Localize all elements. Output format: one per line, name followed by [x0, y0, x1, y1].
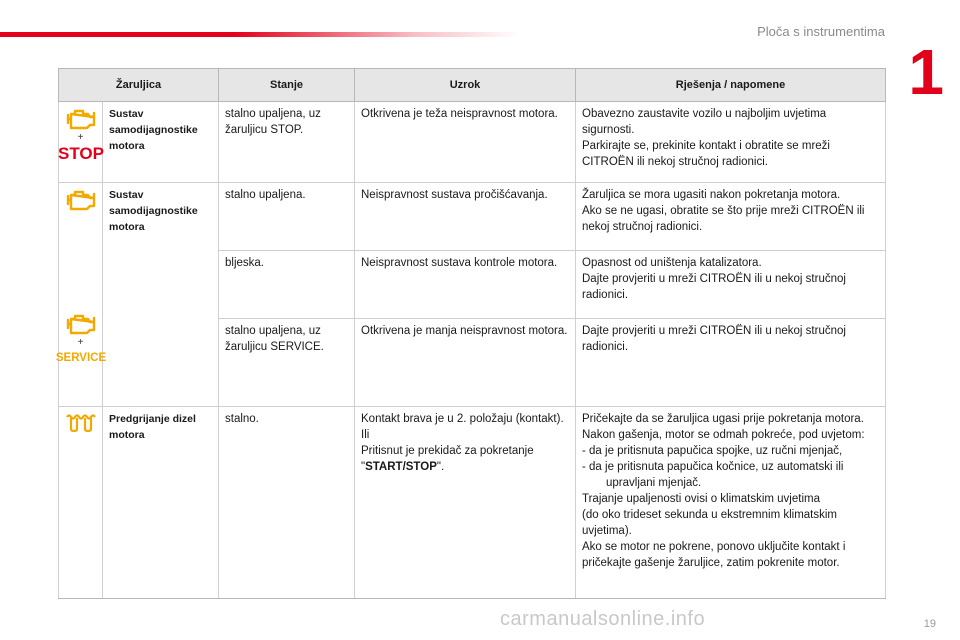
- cause-line: Ili: [361, 429, 370, 441]
- solution-line: Ako se motor ne pokrene, ponovo uključite kontakt i pričekajte gašenje žaruljice, zatim pokrenite motor.: [582, 541, 846, 569]
- solution-cell: Obavezno zaustavite vozilo u najboljim uvjetima sigurnosti. Parkirajte se, prekinite kontakt i obratite se mreži CITROËN ili nekoj stručnoj radionici.: [576, 102, 886, 183]
- plus-sign: +: [77, 337, 84, 348]
- state-cell: bljeska.: [219, 251, 355, 319]
- lamp-name-cell: [103, 183, 219, 407]
- solution-line: Trajanje upaljenosti ovisi o klimatskim uvjetima: [582, 493, 820, 505]
- cause-cell: Neispravnost sustava pročišćavanja.: [355, 183, 576, 251]
- solution-cell: [576, 407, 886, 599]
- table-row: [59, 407, 886, 599]
- table-row: [59, 183, 886, 251]
- page-number: 19: [923, 618, 936, 630]
- glow-plug-icon: [63, 411, 99, 433]
- quote-close: ".: [436, 461, 445, 473]
- header-accent-bar: [0, 32, 520, 37]
- plus-sign: +: [77, 132, 84, 143]
- lamp-name: Predgrijanje dizel motora: [109, 413, 196, 441]
- icon-cell: [55, 183, 106, 407]
- service-badge: SERVICE: [55, 352, 106, 364]
- cause-cell: Otkrivena je teža neispravnost motora.: [355, 102, 576, 183]
- solution-cell: Dajte provjeriti u mreži CITROËN ili u nekoj stručnoj radionici.: [576, 319, 886, 407]
- quote-open: ": [361, 461, 366, 473]
- lamp-name-cell: [103, 102, 219, 183]
- chapter-number: 1: [908, 36, 944, 108]
- cause-line: Pritisnut je prekidač za pokretanje: [361, 445, 534, 457]
- solution-line: Nakon gašenja, motor se odmah pokreće, pod uvjetom:: [582, 429, 865, 441]
- watermark: carmanualsonline.info: [500, 608, 706, 630]
- header-lamp: Žaruljica: [59, 69, 219, 102]
- solution-bullet: - da je pritisnuta papučica spojke, uz ručni mjenjač,: [582, 445, 843, 457]
- warning-lamp-table: [55, 68, 886, 599]
- icon-cell: [59, 407, 103, 599]
- engine-check-icon: [63, 311, 99, 337]
- section-title: Ploča s instrumentima: [757, 24, 885, 39]
- solution-line: Pričekajte da se žaruljica ugasi prije pokretanja motora.: [582, 413, 864, 425]
- state-cell: stalno upaljena, uz žaruljicu STOP.: [219, 102, 355, 183]
- state-cell: stalno upaljena.: [219, 183, 355, 251]
- cause-cell: Neispravnost sustava kontrole motora.: [355, 251, 576, 319]
- stop-icon: [57, 144, 104, 163]
- start-stop-label: START/STOP: [365, 461, 437, 473]
- state-cell: stalno upaljena, uz žaruljicu SERVICE.: [219, 319, 355, 407]
- service-icon: [55, 349, 106, 364]
- header-state: Stanje: [219, 69, 355, 102]
- header-solution: Rješenja / napomene: [576, 69, 886, 102]
- solution-cell: Žaruljica se mora ugasiti nakon pokretanja motora. Ako se ne ugasi, obratite se što prije mreži CITROËN ili nekoj stručnoj radionici.: [576, 183, 886, 251]
- solution-cell: Opasnost od uništenja katalizatora. Dajte provjeriti u mreži CITROËN ili u nekoj stručnoj radionici.: [576, 251, 886, 319]
- cause-cell: Otkrivena je manja neispravnost motora.: [355, 319, 576, 407]
- solution-bullet: - da je pritisnuta papučica kočnice, uz automatski ili upravljani mjenjač.: [582, 461, 844, 489]
- lamp-name-cell: [103, 407, 219, 599]
- solution-line: (do oko trideset sekunda u ekstremnim klimatskim uvjetima).: [582, 509, 838, 537]
- lamp-name: Sustav samodijagnostike motora: [109, 189, 198, 233]
- icon-cell: [59, 102, 103, 183]
- cause-cell: [355, 407, 576, 599]
- table-row: [59, 102, 886, 183]
- state-cell: stalno.: [219, 407, 355, 599]
- cause-line: Kontakt brava je u 2. položaju (kontakt).: [361, 413, 564, 425]
- stop-badge: STOP: [57, 144, 104, 163]
- table-header-row: [59, 69, 886, 102]
- engine-check-icon: [63, 187, 99, 213]
- lamp-name: Sustav samodijagnostike motora: [109, 108, 198, 152]
- engine-check-icon: [63, 106, 99, 132]
- header-cause: Uzrok: [355, 69, 576, 102]
